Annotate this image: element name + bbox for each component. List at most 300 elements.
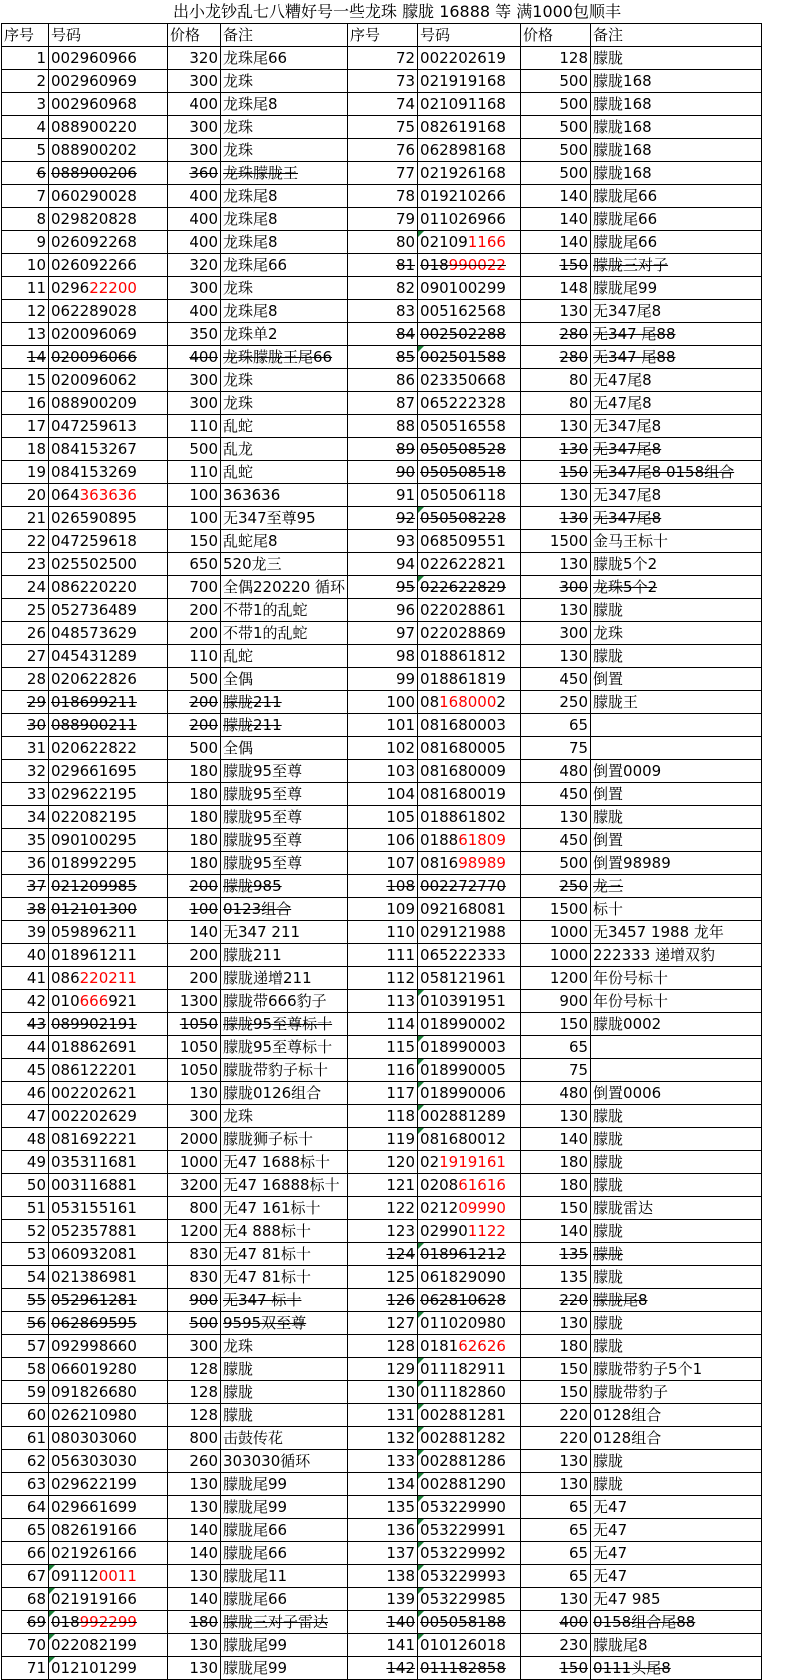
seq-cell-right: 113 — [348, 990, 418, 1013]
price-cell-left: 400 — [168, 93, 221, 116]
seq-cell-right: 140 — [348, 1611, 418, 1634]
seq-cell-right: 87 — [348, 392, 418, 415]
note-cell-right: 0128组合 — [591, 1404, 762, 1427]
seq-cell-right: 76 — [348, 139, 418, 162]
seq-cell-right: 117 — [348, 1082, 418, 1105]
price-cell-right: 65 — [521, 714, 591, 737]
table-row — [2, 139, 762, 162]
sheet-title: 出小龙钞乱七八糟好号一些龙珠 朦胧 16888 等 满1000包顺丰 — [173, 2, 621, 21]
price-cell-left: 100 — [168, 484, 221, 507]
note-cell-right: 无347尾8 0158组合 — [591, 461, 762, 484]
price-cell-left: 180 — [168, 829, 221, 852]
price-cell-left: 200 — [168, 967, 221, 990]
table-row — [2, 783, 762, 806]
note-cell-left: 朦胧985 — [221, 875, 348, 898]
table-row — [2, 1082, 762, 1105]
number-cell-right: 062898168 — [418, 139, 521, 162]
table-row — [2, 254, 762, 277]
seq-cell-right: 85 — [348, 346, 418, 369]
number-part: 09112 — [51, 1567, 99, 1585]
note-cell-right: 无47 — [591, 1519, 762, 1542]
seq-cell-right: 100 — [348, 691, 418, 714]
number-cell-right: 022028861 — [418, 599, 521, 622]
price-cell-right: 65 — [521, 1496, 591, 1519]
number-cell-right: 065222333 — [418, 944, 521, 967]
price-cell-left: 130 — [168, 1473, 221, 1496]
note-cell-right — [591, 1059, 762, 1082]
price-cell-left: 200 — [168, 714, 221, 737]
seq-cell-right: 109 — [348, 898, 418, 921]
seq-cell-right: 141 — [348, 1634, 418, 1657]
number-cell-left: 002202629 — [49, 1105, 168, 1128]
header-price-right: 价格 — [521, 24, 591, 47]
note-cell-left: 龙珠尾8 — [221, 185, 348, 208]
number-cell-left: 088900220 — [49, 116, 168, 139]
table-row — [2, 875, 762, 898]
number-cell-right: 050508228 — [418, 507, 521, 530]
number-cell-right: 029121988 — [418, 921, 521, 944]
table-row — [2, 553, 762, 576]
seq-cell-left: 22 — [2, 530, 49, 553]
table-row — [2, 829, 762, 852]
table-row — [2, 323, 762, 346]
table-row — [2, 576, 762, 599]
price-cell-left: 180 — [168, 852, 221, 875]
seq-cell-right: 73 — [348, 70, 418, 93]
note-cell-right — [591, 714, 762, 737]
number-cell-left: 045431289 — [49, 645, 168, 668]
table-row — [2, 852, 762, 875]
seq-cell-right: 125 — [348, 1266, 418, 1289]
price-cell-right: 1000 — [521, 921, 591, 944]
price-cell-left: 400 — [168, 185, 221, 208]
price-cell-left: 1050 — [168, 1013, 221, 1036]
note-cell-right: 朦胧 — [591, 1243, 762, 1266]
table-row — [2, 1036, 762, 1059]
price-cell-left: 200 — [168, 944, 221, 967]
price-cell-right: 65 — [521, 1036, 591, 1059]
table-row — [2, 116, 762, 139]
note-cell-right: 无347尾8 — [591, 484, 762, 507]
note-cell-right: 标十 — [591, 898, 762, 921]
number-cell-left: 082619166 — [49, 1519, 168, 1542]
number-highlight: 1919161 — [439, 1153, 506, 1171]
number-part: 018 — [420, 256, 449, 274]
number-cell-right: 011020980 — [418, 1312, 521, 1335]
number-part: 0208 — [420, 1176, 459, 1194]
number-highlight: 0011 — [98, 1567, 137, 1585]
number-cell-right: 022028869 — [418, 622, 521, 645]
number-part: 0181 — [420, 1337, 459, 1355]
price-cell-right: 130 — [521, 645, 591, 668]
price-cell-left: 130 — [168, 1634, 221, 1657]
seq-cell-left: 32 — [2, 760, 49, 783]
note-cell-left: 朦胧95至尊 — [221, 852, 348, 875]
number-cell-left: 018961211 — [49, 944, 168, 967]
table-row — [2, 1634, 762, 1657]
number-cell-left: 062869595 — [49, 1312, 168, 1335]
note-cell-right: 朦胧0002 — [591, 1013, 762, 1036]
note-cell-right: 朦胧 — [591, 1473, 762, 1496]
note-cell-left: 朦胧211 — [221, 944, 348, 967]
price-cell-right: 480 — [521, 760, 591, 783]
note-cell-left: 全偶220220 循环 — [221, 576, 348, 599]
number-cell-right: 081680019 — [418, 783, 521, 806]
table-row — [2, 415, 762, 438]
table-row — [2, 1013, 762, 1036]
note-cell-left: 303030循环 — [221, 1450, 348, 1473]
seq-cell-left: 46 — [2, 1082, 49, 1105]
note-cell-left: 无47 81标十 — [221, 1243, 348, 1266]
price-cell-left: 100 — [168, 898, 221, 921]
number-cell-left: 029820828 — [49, 208, 168, 231]
number-cell-right: 018861819 — [418, 668, 521, 691]
number-cell-right: 011182911 — [418, 1358, 521, 1381]
number-highlight: 62626 — [458, 1337, 506, 1355]
price-cell-right: 75 — [521, 737, 591, 760]
number-cell-right: 050508528 — [418, 438, 521, 461]
price-cell-left: 500 — [168, 737, 221, 760]
seq-cell-right: 133 — [348, 1450, 418, 1473]
note-cell-right: 朦胧 — [591, 1174, 762, 1197]
note-cell-left: 龙珠 — [221, 392, 348, 415]
note-cell-right: 倒置0009 — [591, 760, 762, 783]
price-cell-right: 250 — [521, 691, 591, 714]
number-cell-right: 022622829 — [418, 576, 521, 599]
note-cell-right: 0128组合 — [591, 1427, 762, 1450]
note-cell-right: 朦胧王 — [591, 691, 762, 714]
number-cell-left: 053155161 — [49, 1197, 168, 1220]
table-body — [2, 24, 762, 1680]
note-cell-right: 无347 尾88 — [591, 346, 762, 369]
note-cell-right: 龙珠5个2 — [591, 576, 762, 599]
note-cell-right: 朦胧 — [591, 1220, 762, 1243]
number-cell-right: 010126018 — [418, 1634, 521, 1657]
number-cell-right: 002881290 — [418, 1473, 521, 1496]
number-cell-right: 011182858 — [418, 1657, 521, 1680]
note-cell-right: 朦胧 — [591, 1312, 762, 1335]
price-cell-right: 1500 — [521, 530, 591, 553]
note-cell-right: 无47尾8 — [591, 392, 762, 415]
seq-cell-right: 134 — [348, 1473, 418, 1496]
seq-cell-right: 86 — [348, 369, 418, 392]
price-cell-right: 480 — [521, 1082, 591, 1105]
seq-cell-right: 80 — [348, 231, 418, 254]
note-cell-left: 朦胧带豹子标十 — [221, 1059, 348, 1082]
seq-cell-left: 18 — [2, 438, 49, 461]
note-cell-left: 无347 标十 — [221, 1289, 348, 1312]
price-cell-right: 140 — [521, 1220, 591, 1243]
note-cell-right: 朦胧带豹子 — [591, 1381, 762, 1404]
seq-cell-left: 4 — [2, 116, 49, 139]
number-cell-left: 021919166 — [49, 1588, 168, 1611]
seq-cell-left: 63 — [2, 1473, 49, 1496]
number-cell-right — [418, 829, 521, 852]
number-cell-right: 082619168 — [418, 116, 521, 139]
note-cell-right — [591, 1036, 762, 1059]
number-cell-right: 018990003 — [418, 1036, 521, 1059]
number-cell-right: 005058188 — [418, 1611, 521, 1634]
seq-cell-left: 26 — [2, 622, 49, 645]
number-highlight: 1166 — [467, 233, 506, 251]
note-cell-left: 击鼓传花 — [221, 1427, 348, 1450]
seq-cell-left: 24 — [2, 576, 49, 599]
number-cell-right — [418, 1335, 521, 1358]
table-row — [2, 1358, 762, 1381]
seq-cell-left: 15 — [2, 369, 49, 392]
seq-cell-right: 110 — [348, 921, 418, 944]
number-cell-left: 002960969 — [49, 70, 168, 93]
price-cell-left: 900 — [168, 1289, 221, 1312]
seq-cell-right: 84 — [348, 323, 418, 346]
seq-cell-left: 16 — [2, 392, 49, 415]
seq-cell-right: 96 — [348, 599, 418, 622]
number-part: 921 — [108, 992, 137, 1010]
number-cell-right: 021926168 — [418, 162, 521, 185]
price-cell-left: 300 — [168, 1335, 221, 1358]
seq-cell-left: 30 — [2, 714, 49, 737]
seq-cell-right: 132 — [348, 1427, 418, 1450]
note-cell-left: 朦胧尾99 — [221, 1496, 348, 1519]
number-cell-left: 080303060 — [49, 1427, 168, 1450]
table-row — [2, 645, 762, 668]
table-row — [2, 806, 762, 829]
seq-cell-right: 137 — [348, 1542, 418, 1565]
price-cell-left: 800 — [168, 1197, 221, 1220]
note-cell-left: 朦胧尾99 — [221, 1634, 348, 1657]
note-cell-left: 无4 888标十 — [221, 1220, 348, 1243]
number-cell-left: 091826680 — [49, 1381, 168, 1404]
note-cell-right: 朦胧尾8 — [591, 1289, 762, 1312]
seq-cell-right: 104 — [348, 783, 418, 806]
number-cell-left — [49, 967, 168, 990]
number-cell-left: 018992295 — [49, 852, 168, 875]
price-cell-right: 130 — [521, 806, 591, 829]
note-cell-left: 520龙三 — [221, 553, 348, 576]
note-cell-left: 朦胧95至尊 — [221, 806, 348, 829]
price-cell-left: 100 — [168, 507, 221, 530]
note-cell-left: 无347至尊95 — [221, 507, 348, 530]
price-cell-right: 500 — [521, 116, 591, 139]
number-part: 0296 — [51, 279, 90, 297]
price-cell-right: 400 — [521, 1611, 591, 1634]
price-cell-left: 180 — [168, 760, 221, 783]
seq-cell-left: 38 — [2, 898, 49, 921]
header-price-left: 价格 — [168, 24, 221, 47]
note-cell-right: 无347尾8 — [591, 415, 762, 438]
seq-cell-right: 135 — [348, 1496, 418, 1519]
price-cell-right: 150 — [521, 461, 591, 484]
seq-cell-left: 69 — [2, 1611, 49, 1634]
price-cell-right: 65 — [521, 1565, 591, 1588]
number-highlight: 220211 — [79, 969, 137, 987]
number-cell-left: 003116881 — [49, 1174, 168, 1197]
note-cell-right: 0111头尾8 — [591, 1657, 762, 1680]
number-cell-left: 086220220 — [49, 576, 168, 599]
number-cell-left: 029622199 — [49, 1473, 168, 1496]
number-cell-left: 020622826 — [49, 668, 168, 691]
price-cell-right: 130 — [521, 1450, 591, 1473]
table-row — [2, 484, 762, 507]
note-cell-left: 龙珠尾8 — [221, 300, 348, 323]
table-row — [2, 1197, 762, 1220]
number-cell-left: 066019280 — [49, 1358, 168, 1381]
seq-cell-left: 36 — [2, 852, 49, 875]
note-cell-left: 朦胧95至尊 — [221, 760, 348, 783]
table-row — [2, 530, 762, 553]
seq-cell-right: 101 — [348, 714, 418, 737]
table-row — [2, 898, 762, 921]
note-cell-right: 朦胧 — [591, 1128, 762, 1151]
price-cell-right: 180 — [521, 1151, 591, 1174]
note-cell-right: 无3457 1988 龙年 — [591, 921, 762, 944]
number-cell-left: 060290028 — [49, 185, 168, 208]
note-cell-right: 无347尾8 — [591, 438, 762, 461]
table-row — [2, 185, 762, 208]
number-part: 02109 — [420, 233, 468, 251]
table-row — [2, 47, 762, 70]
price-cell-left: 350 — [168, 323, 221, 346]
seq-cell-right: 139 — [348, 1588, 418, 1611]
price-cell-left: 200 — [168, 622, 221, 645]
price-cell-left: 180 — [168, 783, 221, 806]
table-row — [2, 1404, 762, 1427]
seq-cell-left: 65 — [2, 1519, 49, 1542]
price-cell-right: 75 — [521, 1059, 591, 1082]
price-cell-right: 140 — [521, 185, 591, 208]
header-row — [2, 24, 762, 47]
seq-cell-left: 49 — [2, 1151, 49, 1174]
number-part: 2 — [496, 693, 506, 711]
price-cell-left: 400 — [168, 231, 221, 254]
note-cell-left: 朦胧递增211 — [221, 967, 348, 990]
note-cell-right: 朦胧三对子 — [591, 254, 762, 277]
number-cell-right: 058121961 — [418, 967, 521, 990]
seq-cell-right: 127 — [348, 1312, 418, 1335]
seq-cell-left: 19 — [2, 461, 49, 484]
number-cell-left: 059896211 — [49, 921, 168, 944]
note-cell-right: 朦胧168 — [591, 162, 762, 185]
table-row — [2, 1128, 762, 1151]
seq-cell-left: 39 — [2, 921, 49, 944]
table-row — [2, 737, 762, 760]
price-cell-right: 450 — [521, 668, 591, 691]
table-row — [2, 1427, 762, 1450]
seq-cell-right: 89 — [348, 438, 418, 461]
number-cell-left: 022082195 — [49, 806, 168, 829]
price-cell-right: 230 — [521, 1634, 591, 1657]
number-cell-left: 026092268 — [49, 231, 168, 254]
number-cell-right: 002881281 — [418, 1404, 521, 1427]
table-row — [2, 967, 762, 990]
note-cell-left: 龙珠 — [221, 1335, 348, 1358]
seq-cell-right: 81 — [348, 254, 418, 277]
seq-cell-right: 97 — [348, 622, 418, 645]
seq-cell-right: 106 — [348, 829, 418, 852]
note-cell-right: 朦胧168 — [591, 116, 762, 139]
table-row — [2, 944, 762, 967]
seq-cell-left: 56 — [2, 1312, 49, 1335]
seq-cell-right: 79 — [348, 208, 418, 231]
seq-cell-right: 93 — [348, 530, 418, 553]
number-cell-right — [418, 1220, 521, 1243]
price-cell-left: 130 — [168, 1496, 221, 1519]
note-cell-left: 朦胧尾66 — [221, 1588, 348, 1611]
number-part: 08 — [420, 693, 440, 711]
price-cell-right: 130 — [521, 1588, 591, 1611]
note-cell-right: 倒置 — [591, 668, 762, 691]
seq-cell-right: 107 — [348, 852, 418, 875]
note-cell-right: 倒置 — [591, 783, 762, 806]
number-cell-left: 088900211 — [49, 714, 168, 737]
table-row — [2, 1657, 762, 1680]
price-cell-right: 500 — [521, 852, 591, 875]
price-cell-right: 220 — [521, 1404, 591, 1427]
note-cell-left: 朦胧95至尊标十 — [221, 1036, 348, 1059]
seq-cell-right: 102 — [348, 737, 418, 760]
price-cell-right: 450 — [521, 783, 591, 806]
seq-cell-left: 25 — [2, 599, 49, 622]
note-cell-left: 朦胧尾66 — [221, 1519, 348, 1542]
number-cell-right: 065222328 — [418, 392, 521, 415]
number-cell-right: 002881282 — [418, 1427, 521, 1450]
seq-cell-right: 83 — [348, 300, 418, 323]
price-cell-right: 130 — [521, 1105, 591, 1128]
table-row — [2, 1450, 762, 1473]
number-highlight: 1122 — [467, 1222, 506, 1240]
note-cell-right: 朦胧尾66 — [591, 185, 762, 208]
price-cell-right: 135 — [521, 1243, 591, 1266]
price-cell-right: 130 — [521, 599, 591, 622]
seq-cell-left: 3 — [2, 93, 49, 116]
seq-cell-left: 61 — [2, 1427, 49, 1450]
seq-cell-left: 62 — [2, 1450, 49, 1473]
number-cell-right: 053229985 — [418, 1588, 521, 1611]
note-cell-left: 乱龙 — [221, 438, 348, 461]
price-cell-left: 360 — [168, 162, 221, 185]
price-cell-left: 400 — [168, 208, 221, 231]
number-cell-left — [49, 277, 168, 300]
seq-cell-left: 47 — [2, 1105, 49, 1128]
number-cell-left: 089902191 — [49, 1013, 168, 1036]
price-cell-right: 130 — [521, 1312, 591, 1335]
seq-cell-left: 8 — [2, 208, 49, 231]
price-cell-left: 500 — [168, 1312, 221, 1335]
price-cell-right: 900 — [521, 990, 591, 1013]
price-cell-right: 300 — [521, 622, 591, 645]
price-cell-left: 200 — [168, 875, 221, 898]
note-cell-right: 无347尾8 — [591, 300, 762, 323]
note-cell-left: 无47 1688标十 — [221, 1151, 348, 1174]
price-cell-right: 80 — [521, 392, 591, 415]
seq-cell-right: 91 — [348, 484, 418, 507]
note-cell-right: 朦胧 — [591, 599, 762, 622]
price-cell-left: 300 — [168, 70, 221, 93]
note-cell-right: 年份号标十 — [591, 967, 762, 990]
seq-cell-left: 5 — [2, 139, 49, 162]
price-cell-left: 128 — [168, 1358, 221, 1381]
number-highlight: 990022 — [448, 256, 506, 274]
seq-cell-left: 54 — [2, 1266, 49, 1289]
number-cell-left — [49, 1611, 168, 1634]
number-cell-right: 011026966 — [418, 208, 521, 231]
seq-cell-left: 50 — [2, 1174, 49, 1197]
seq-cell-left: 11 — [2, 277, 49, 300]
note-cell-right: 金马王标十 — [591, 530, 762, 553]
table-row — [2, 714, 762, 737]
price-cell-left: 800 — [168, 1427, 221, 1450]
number-table — [1, 23, 762, 1680]
